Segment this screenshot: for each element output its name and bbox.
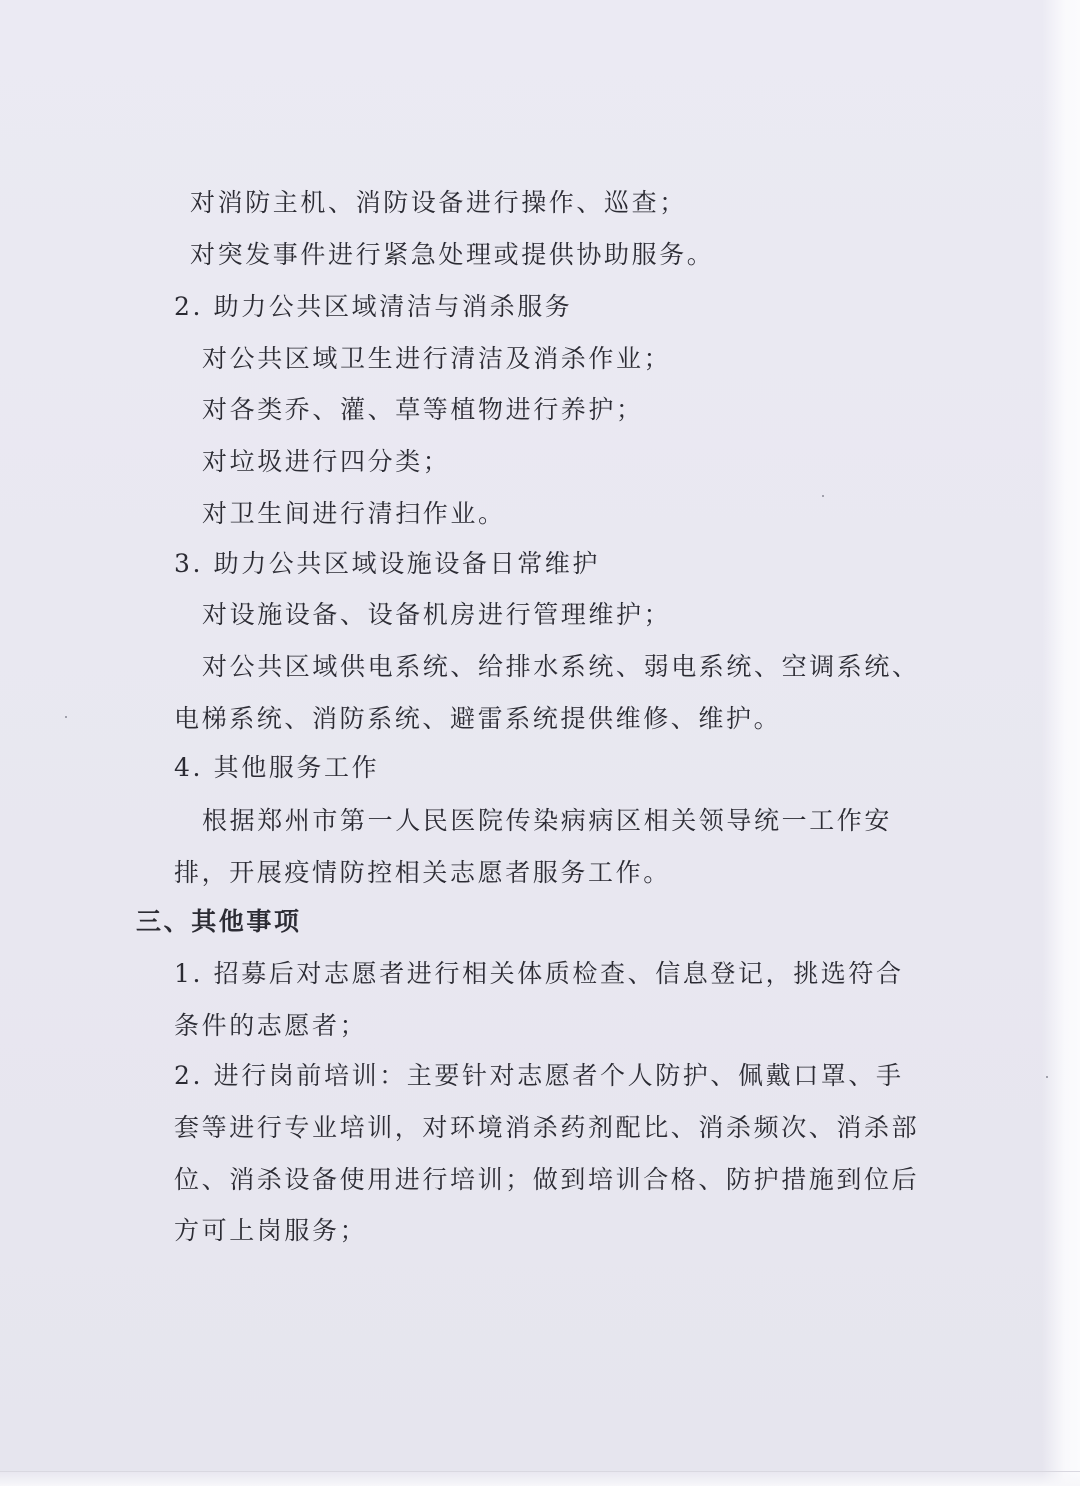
list-item-heading: 2. 进行岗前培训：主要针对志愿者个人防护、佩戴口罩、手	[174, 1061, 904, 1090]
list-item-heading: 1. 招募后对志愿者进行相关体质检查、信息登记，挑选符合	[174, 959, 904, 988]
text-line: 套等进行专业培训，对环境消杀药剂配比、消杀频次、消杀部	[174, 1113, 920, 1142]
text-line: 电梯系统、消防系统、避雷系统提供维修、维护。	[174, 704, 782, 733]
scan-speck	[65, 716, 67, 718]
text-line: 方可上岗服务；	[174, 1216, 368, 1245]
text-line: 对卫生间进行清扫作业。	[202, 499, 506, 528]
text-line: 对公共区域供电系统、给排水系统、弱电系统、空调系统、	[202, 652, 920, 681]
text-line: 对公共区域卫生进行清洁及消杀作业；	[202, 344, 672, 373]
list-item-heading: 2. 助力公共区域清洁与消杀服务	[174, 292, 573, 321]
text-line: 对突发事件进行紧急处理或提供协助服务。	[190, 240, 715, 269]
text-line: 对设施设备、设备机房进行管理维护；	[202, 600, 672, 629]
text-line: 对垃圾进行四分类；	[202, 447, 451, 476]
text-line: 对消防主机、消防设备进行操作、巡查；	[190, 188, 687, 217]
text-line: 根据郑州市第一人民医院传染病病区相关领导统一工作安	[202, 806, 893, 835]
text-line: 对各类乔、灌、草等植物进行养护；	[202, 395, 644, 424]
section-heading: 三、其他事项	[136, 907, 302, 936]
list-item-heading: 4. 其他服务工作	[174, 753, 380, 782]
scan-speck	[822, 495, 824, 497]
page-right-edge	[1042, 0, 1080, 1486]
text-line: 条件的志愿者；	[174, 1011, 368, 1040]
scan-speck	[1046, 1076, 1048, 1078]
text-line: 位、消杀设备使用进行培训；做到培训合格、防护措施到位后	[174, 1165, 920, 1194]
list-item-heading: 3. 助力公共区域设施设备日常维护	[174, 549, 601, 578]
text-line: 排，开展疫情防控相关志愿者服务工作。	[174, 858, 671, 887]
page-bottom-edge	[0, 1470, 1080, 1486]
